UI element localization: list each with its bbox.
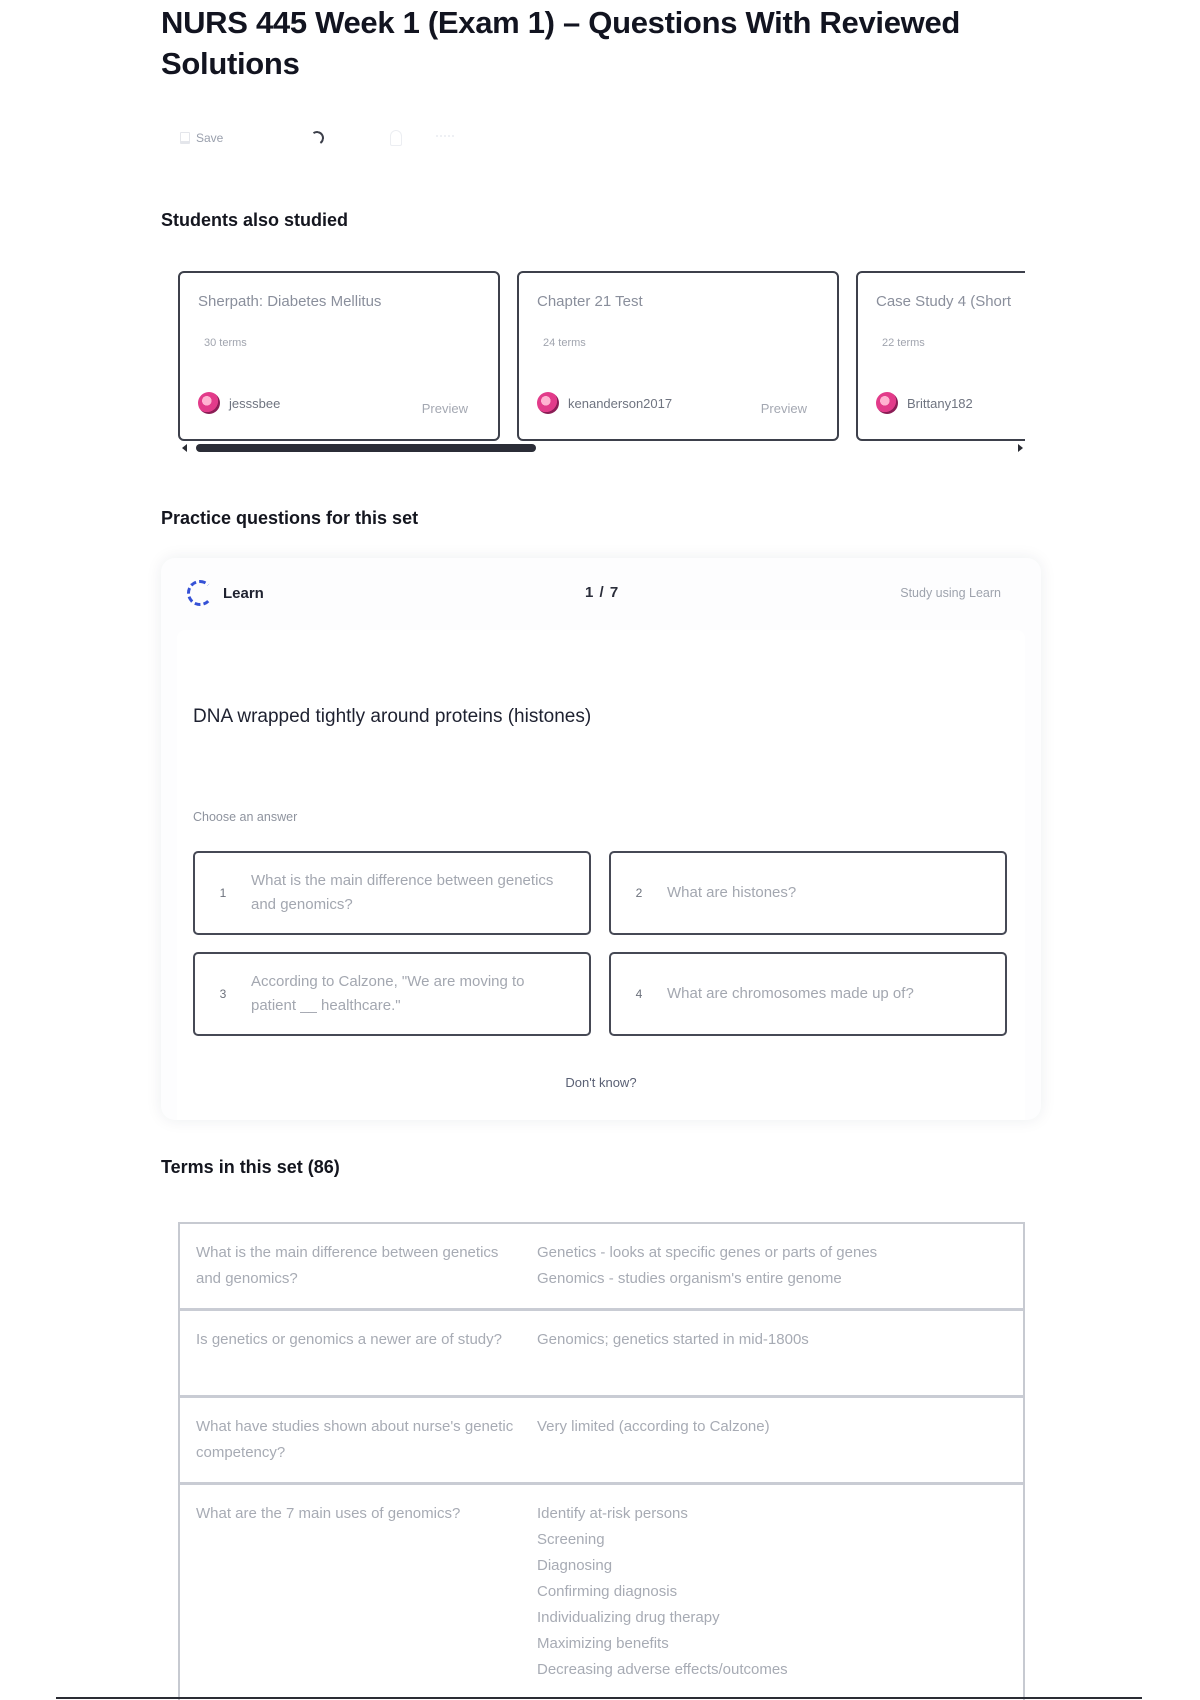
practice-questions-heading: Practice questions for this set [161, 508, 419, 528]
save-icon [180, 132, 190, 144]
learn-mode [187, 580, 264, 606]
option-number: 2 [635, 886, 643, 900]
study-using-learn-link[interactable]: Study using Learn [900, 586, 1001, 600]
card-title: Case Study 4 (Short [876, 293, 1012, 310]
avatar [537, 392, 559, 414]
spinner-icon [309, 130, 325, 146]
toolbar [180, 126, 482, 150]
carousel-scrollbar[interactable] [180, 443, 1025, 453]
students-also-studied-heading: Students also studied [161, 210, 349, 230]
term-answer-line: Decreasing adverse effects/outcomes [537, 1661, 788, 1678]
learn-label: Learn [223, 584, 264, 602]
terms-in-set-heading: Terms in this set (86) [161, 1157, 340, 1177]
term-row [180, 1485, 1023, 1697]
option-number: 1 [219, 886, 227, 900]
term-question: What is the main difference between genetics and genomics? [196, 1244, 499, 1287]
card-author[interactable] [876, 392, 973, 414]
term-answer-line: Genetics - looks at specific genes or parts of genes [537, 1244, 878, 1261]
card-terms-count: 22 terms [882, 337, 925, 349]
card-author-name: jesssbee [229, 395, 281, 411]
action-button[interactable] [390, 130, 436, 146]
term-answer-line: Very limited (according to Calzone) [537, 1418, 770, 1435]
term-row [180, 1224, 1023, 1311]
card-author[interactable] [537, 392, 672, 414]
page-title: NURS 445 Week 1 (Exam 1) – Questions With Reviewed Solutions [161, 5, 961, 81]
term-answer [537, 1414, 1023, 1468]
terms-table [178, 1222, 1025, 1700]
term-row [180, 1398, 1023, 1485]
term-answer [537, 1240, 1023, 1294]
term-answer-line: Screening [537, 1531, 605, 1548]
card-terms-count: 24 terms [543, 337, 586, 349]
answer-option[interactable] [193, 851, 591, 935]
save-label: Save [196, 131, 224, 145]
more-button[interactable] [436, 135, 482, 141]
choose-answer-label: Choose an answer [193, 810, 298, 824]
option-number: 3 [219, 987, 227, 1001]
term-answer-line: Maximizing benefits [537, 1635, 669, 1652]
scrollbar-thumb[interactable] [196, 444, 536, 452]
term-answer [537, 1327, 1023, 1381]
card-terms-count: 30 terms [204, 337, 247, 349]
answer-option[interactable] [609, 851, 1007, 935]
learn-icon [187, 580, 213, 606]
term-question: Is genetics or genomics a newer are of study? [196, 1331, 502, 1348]
card-title: Chapter 21 Test [537, 293, 643, 310]
scroll-right-icon[interactable] [1018, 444, 1023, 452]
term-answer-line: Genomics; genetics started in mid-1800s [537, 1331, 809, 1348]
option-number: 4 [635, 987, 643, 1001]
term-answer-line: Genomics - studies organism's entire genome [537, 1270, 842, 1287]
card-author-name: kenanderson2017 [568, 395, 673, 411]
term-answer-line: Identify at-risk persons [537, 1505, 688, 1522]
study-sets-carousel [178, 271, 1025, 441]
study-set-card[interactable] [856, 271, 1025, 441]
page-bottom-divider [56, 1697, 1142, 1699]
study-set-card[interactable] [178, 271, 500, 441]
more-icon [436, 135, 454, 141]
term-question: What have studies shown about nurse's genetic competency? [196, 1418, 514, 1461]
scroll-left-icon[interactable] [182, 444, 187, 452]
card-title: Sherpath: Diabetes Mellitus [198, 293, 382, 310]
option-text: According to Calzone, "We are moving to patient __ healthcare." [251, 973, 525, 1014]
answer-option[interactable] [609, 952, 1007, 1036]
bell-icon [390, 130, 402, 146]
answer-option[interactable] [193, 952, 591, 1036]
share-button[interactable] [310, 131, 390, 145]
option-text: What is the main difference between genetics and genomics? [251, 872, 554, 913]
avatar [198, 392, 220, 414]
practice-panel [161, 558, 1041, 1120]
term-answer-line: Diagnosing [537, 1557, 613, 1574]
study-set-card[interactable] [517, 271, 839, 441]
preview-button[interactable]: Preview [760, 401, 807, 416]
question-prompt: DNA wrapped tightly around proteins (histones) [193, 706, 592, 727]
avatar [876, 392, 898, 414]
dont-know-button[interactable]: Don't know? [565, 1075, 637, 1090]
card-author-name: Brittany182 [907, 395, 973, 411]
term-row [180, 1311, 1023, 1398]
option-text: What are chromosomes made up of? [667, 985, 914, 1002]
term-answer-line: Individualizing drug therapy [537, 1609, 720, 1626]
question-counter: 1 / 7 [585, 584, 620, 601]
question-card [177, 630, 1025, 1120]
term-question: What are the 7 main uses of genomics? [196, 1505, 461, 1522]
term-answer [537, 1501, 1023, 1683]
term-answer-line: Confirming diagnosis [537, 1583, 678, 1600]
preview-button[interactable]: Preview [421, 401, 468, 416]
save-button[interactable] [180, 131, 310, 145]
card-author[interactable] [198, 392, 280, 414]
option-text: What are histones? [667, 884, 797, 901]
